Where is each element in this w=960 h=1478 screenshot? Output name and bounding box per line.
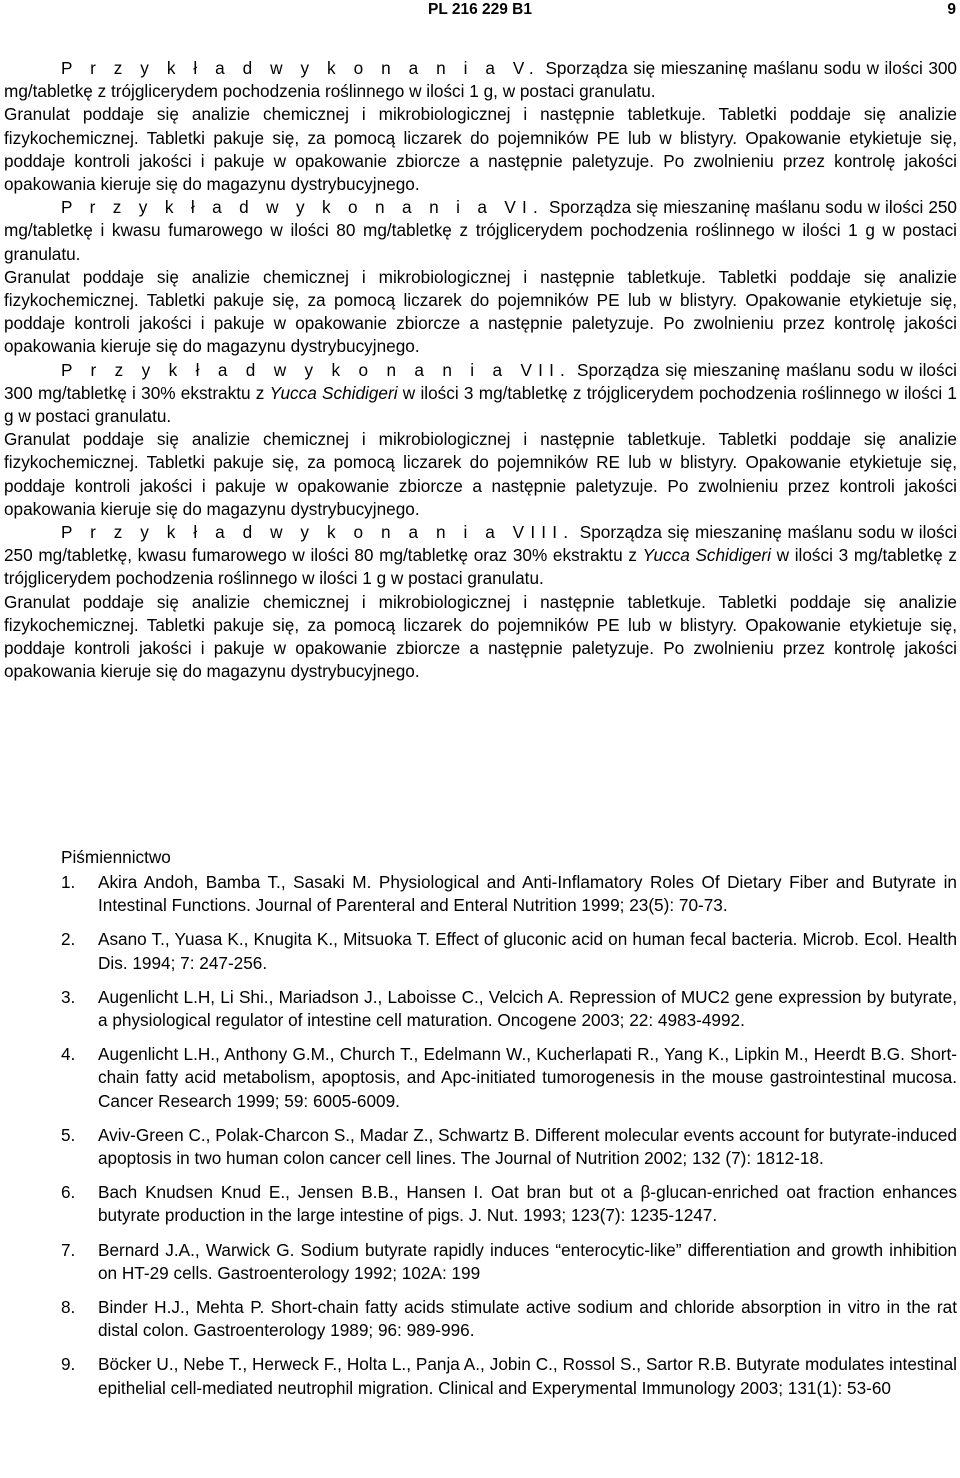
patent-number: PL 216 229 B1 [428,1,532,18]
example-6-label: P r z y k ł a d w y k o n a n i a VI. [61,197,544,218]
reference-item: 2. Asano T., Yuasa K., Knugita K., Mitsuoka T. Effect of gluconic acid on human fecal bacteria. Microb. Ecol. Health Dis. 1994; 7: 247-256. [61,929,957,973]
example-5-para-1: P r z y k ł a d w y k o n a n i a V. Sporządza się mieszaninę maślanu sodu w ilości 300 mg/tabletkę z trójglicerydem pochodzenia roślinnego w ilości 1 g, w postaci granulatu. [4,58,957,102]
example-8-label: P r z y k ł a d w y k o n a n i a VIII. [61,522,575,543]
reference-item: 5. Aviv-Green C., Polak-Charcon S., Madar Z., Schwartz B. Different molecular events account for butyrate-induced apoptosis in two human colon cancer cell lines. The Journal of Nutrition 2002; 132 (7): 1812-18. [61,1124,957,1169]
example-6-para-2: Granulat poddaje się analizie chemicznej i mikrobiologicznej i następnie tabletkuje. Tabletki poddaje się analizie fizykochemicznej. Tabletki pakuje się, za pomocą liczarek do pojemników PE lub w blistyry. Opakowanie etykietuje się, poddaje kontroli jakości i pakuje w opakowanie zbiorcze a następnie paletyzuje. Po zwolnieniu przez kontrolę jakości opakowania kieruje się do magazynu dystrybucyjnego. [4,266,957,357]
reference-item: 4. Augenlicht L.H., Anthony G.M., Church T., Edelmann W., Kucherlapati R., Yang K., Lipkin M., Heerdt B.G. Short-chain fatty acid metabolism, apoptosis, and Apc-initiated tumorogenesis in the mouse gastrointestinal mucosa. Cancer Research 1999; 59: 6005-6009. [61,1044,957,1111]
reference-item: 3. Augenlicht L.H, Li Shi., Mariadson J., Laboisse C., Velcich A. Repression of MUC2 gene expression by butyrate, a physiological regulator of intestine cell maturation. Oncogene 2003; 22: 4983-4992. [61,986,957,1031]
reference-item: 1. Akira Andoh, Bamba T., Sasaki M. Physiological and Anti-Inflamatory Roles Of Dietary Fiber and Butyrate in Intestinal Functions. Journal of Parenteral and Enteral Nutrition 1999; 23(5): 70-73. [61,872,957,916]
reference-item: 8. Binder H.J., Mehta P. Short-chain fatty acids stimulate active sodium and chloride absorption in vitro in the rat distal colon. Gastroenterology 1989; 96: 989-996. [61,1297,957,1341]
species-name: Yucca Schidigeri [269,382,398,403]
example-8-para-2: Granulat poddaje się analizie chemicznej i mikrobiologicznej i następnie tabletkuje. Tabletki poddaje się analizie fizykochemicznej. Tabletki pakuje się, za pomocą liczarek do pojemników PE lub w blistyry. Opakowanie etykietuje się, poddaje kontroli jakości i pakuje w opakowanie zbiorcze a następnie paletyzuje. Po zwolnieniu przez kontrolę jakości opakowania kieruje się do magazynu dystrybucyjnego. [4,591,957,682]
example-7-para-1: P r z y k ł a d w y k o n a n i a VII. Sporządza się mieszaninę maślanu sodu w ilości 300 mg/tabletkę i 30% ekstraktu z Yucca Schidigeri w ilości 3 mg/tabletkę z trójglicerydem pochodzenia roślinnego w ilości 1 g w postaci granulatu. [4,359,957,427]
example-6-para-1: P r z y k ł a d w y k o n a n i a VI. Sporządza się mieszaninę maślanu sodu w ilości 250 mg/tabletkę i kwasu fumarowego w ilości 80 mg/tabletkę z trójglicerydem pochodzenia roślinnego w ilości 1 g w postaci granulatu. [4,197,957,264]
document-body [4,57,957,683]
page-header [0,0,960,22]
example-7-label: P r z y k ł a d w y k o n a n i a VII. [61,359,572,380]
references-list [61,871,957,1411]
reference-item: 6. Bach Knudsen Knud E., Jensen B.B., Hansen I. Oat bran but ot a β-glucan-enriched oat fraction enhances butyrate production in the large intestine of pigs. J. Nut. 1993; 123(7): 1235-1247. [61,1182,957,1226]
example-5-label: P r z y k ł a d w y k o n a n i a V. [61,58,540,78]
example-8-para-1: P r z y k ł a d w y k o n a n i a VIII. Sporządza się mieszaninę maślanu sodu w ilości 250 mg/tabletkę, kwasu fumarowego w ilości 80 mg/tabletkę oraz 30% ekstraktu z Yucca Schidigeri w ilości 3 mg/tabletkę z trójglicerydem pochodzenia roślinnego w ilości 1 g w postaci granulatu. [4,522,958,589]
page-number: 9 [947,1,956,18]
references-heading: Piśmiennictwo [61,847,171,867]
reference-item: 7. Bernard J.A., Warwick G. Sodium butyrate rapidly induces “enterocytic-like” differentiation and growth inhibition on HT-29 cells. Gastroenterology 1992; 102A: 199 [61,1239,957,1283]
example-7-para-2: Granulat poddaje się analizie chemicznej i mikrobiologicznej i następnie tabletkuje. Tabletki poddaje się analizie fizykochemicznej. Tabletki pakuje się, za pomocą liczarek do pojemników RE lub w blistyry. Opakowanie etykietuje się, poddaje kontroli jakości i pakuje w opakowanie zbiorcze a następnie paletyzuje. Po zwolnieniu przez kontroli jakości opakowania kieruje się do magazynu dystrybucyjnego. [4,429,957,519]
species-name: Yucca Schidigeri [642,545,771,566]
example-5-para-2: Granulat poddaje się analizie chemicznej i mikrobiologicznej i następnie tabletkuje. Tabletki poddaje się analizie fizykochemicznej. Tabletki pakuje się, za pomocą liczarek do pojemników PE lub w blistyry. Opakowanie etykietuje się, poddaje kontroli jakości i pakuje w opakowanie zbiorcze a następnie paletyzuje. Po zwolnieniu przez kontrolę jakości opakowania kieruje się do magazynu dystrybucyjnego. [4,104,957,195]
reference-item: 9. Böcker U., Nebe T., Herweck F., Holta L., Panja A., Jobin C., Rossol S., Sartor R.B. Butyrate modulates intestinal epithelial cell-mediated neutrophil migration. Clinical and Experymental Immunology 2003; 131(1): 53-60 [61,1354,957,1398]
